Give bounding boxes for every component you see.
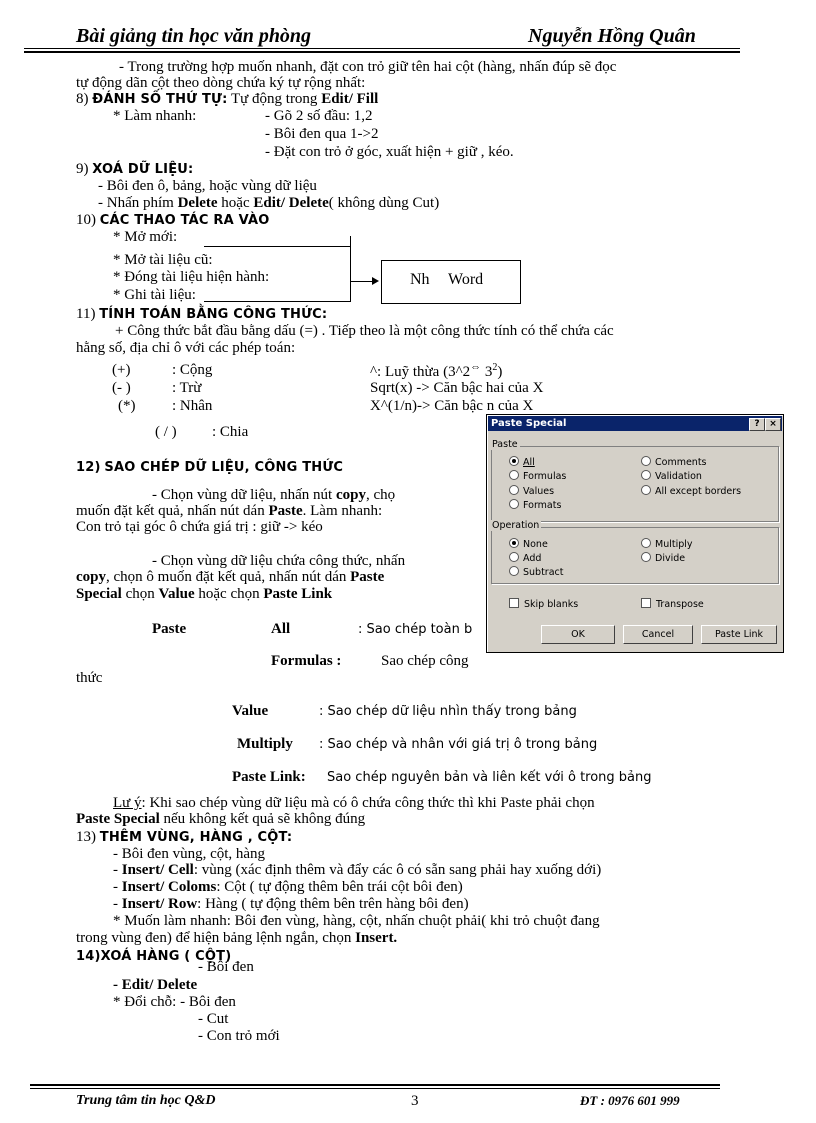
s10-item-2: * Mở tài liệu cũ: — [113, 252, 213, 268]
op-div-symbol: ( / ) — [155, 424, 177, 440]
section-8-heading: 8) ĐÁNH SỐ THỨ TỰ: Tự động trong Edit/ Fill — [76, 91, 379, 107]
op-mult-name: : Nhân — [172, 398, 213, 414]
checkbox-icon[interactable] — [509, 598, 519, 608]
radio-icon[interactable] — [509, 499, 519, 509]
radio-add[interactable]: Add — [509, 552, 541, 564]
radio-icon[interactable] — [509, 485, 519, 495]
footer-rule — [30, 1088, 720, 1089]
radio-icon[interactable] — [509, 470, 519, 480]
transpose-checkbox[interactable]: Transpose — [641, 598, 704, 610]
radio-subtract[interactable]: Subtract — [509, 566, 563, 578]
def-value-value: : Sao chép dữ liệu nhìn thấy trong bảng — [319, 704, 577, 719]
intro-line-1: - Trong trường hợp muốn nhanh, đặt con trỏ giữ tên hai cột (hàng, nhấn đúp sẽ đọc — [119, 59, 617, 75]
arrow-head-icon — [372, 277, 379, 285]
paste-special-dialog — [486, 414, 784, 653]
header-rule — [24, 48, 740, 49]
section-11-heading: 11) TÍNH TOÁN BẰNG CÔNG THỨC: — [76, 306, 328, 322]
s14-line-4: - Con trỏ mới — [198, 1028, 280, 1044]
section-10-heading: 10) CÁC THAO TÁC RA VÀO — [76, 212, 270, 228]
radio-formulas[interactable]: Formulas — [509, 470, 566, 482]
def-all-key: All — [271, 621, 291, 637]
dialog-title: Paste Special — [491, 418, 567, 429]
s12-p1-line-1: - Chọn vùng dữ liệu, nhấn nút copy, chọ — [152, 487, 396, 503]
s14-overlap-line: - Bôi đen — [198, 959, 254, 975]
section-12-heading: 12) SAO CHÉP DỮ LIỆU, CÔNG THỨC — [76, 460, 344, 475]
s11-line-2: hằng số, địa chỉ ô với các phép toán: — [76, 340, 296, 356]
operation-group-label: Operation — [492, 520, 540, 531]
radio-all-except-borders[interactable]: All except borders — [641, 485, 741, 497]
s12-p1-line-3: Con trỏ tại góc ô chứa giá trị : giữ -> kéo — [76, 519, 323, 535]
paste-group-label: Paste — [492, 439, 518, 450]
radio-formats[interactable]: Formats — [509, 499, 561, 511]
footer-right: ĐT : 0976 601 999 — [580, 1093, 680, 1108]
checkbox-icon[interactable] — [641, 598, 651, 608]
header-left: Bài giảng tin học văn phòng — [76, 25, 312, 47]
radio-divide[interactable]: Divide — [641, 552, 685, 564]
paste-link-button[interactable]: Paste Link — [701, 625, 777, 644]
help-icon[interactable]: ? — [749, 418, 765, 431]
def-multiply-value: : Sao chép và nhân với giá trị ô trong bảng — [319, 737, 598, 752]
radio-icon[interactable] — [641, 456, 651, 466]
s13-line-6: trong vùng đen) để hiện bảng lệnh ngắn, chọn Insert. — [76, 930, 398, 946]
s10-item-4: * Ghi tài liệu: — [113, 287, 196, 303]
s10-item-1: * Mở mới: — [113, 229, 178, 245]
note-line-1: Lư ý: Khi sao chép vùng dữ liệu mà có ô chứa công thức thì khi Paste phải chọn — [113, 795, 595, 811]
s13-line-4: - Insert/ Row: Hàng ( tự động thêm bên trên hàng bôi đen) — [113, 896, 469, 912]
def-all-value: : Sao chép toàn b — [358, 622, 473, 637]
s14-line-1: - Edit/ Delete — [113, 977, 198, 993]
radio-icon[interactable] — [641, 485, 651, 495]
def-multiply-key: Multiply — [237, 736, 293, 752]
s13-line-2: - Insert/ Cell: vùng (xác định thêm và đẩy các ô có sẵn sang phải hay xuống dới) — [113, 862, 602, 878]
page-number: 3 — [411, 1093, 419, 1109]
radio-icon[interactable] — [509, 566, 519, 576]
fn-power: ^: Luỹ thừa (3^2⇔ $3^2$) — [370, 361, 503, 380]
note-line-2: Paste Special nếu không kết quả sẽ không đúng — [76, 811, 366, 827]
footer-rule-thick — [30, 1084, 720, 1086]
s10-item-3: * Đóng tài liệu hiện hành: — [113, 269, 270, 285]
op-mult-symbol: (*) — [118, 398, 136, 414]
s13-line-1: - Bôi đen vùng, cột, hàng — [113, 846, 266, 862]
skip-blanks-checkbox[interactable]: Skip blanks — [509, 598, 578, 610]
s11-line-1: + Công thức bắt đầu bằng dấu (=) . Tiếp theo là một công thức tính có thể chứa các — [115, 323, 614, 339]
section-9-heading: 9) XOÁ DỮ LIỆU: — [76, 161, 194, 177]
section-14-heading: 14)XOÁ HÀNG ( CỘT) — [76, 949, 232, 964]
radio-icon[interactable] — [641, 552, 651, 562]
s14-line-2: * Đổi chỗ: - Bôi đen — [113, 994, 236, 1010]
def-paste-key: Paste — [152, 621, 187, 637]
cancel-button[interactable]: Cancel — [623, 625, 693, 644]
op-minus-name: : Trừ — [172, 380, 202, 396]
op-plus-symbol: (+) — [112, 362, 131, 378]
s12-p2-line-3: Special chọn Value hoặc chọn Paste Link — [76, 586, 333, 602]
op-div-name: : Chia — [212, 424, 249, 440]
section-13-heading: 13) THÊM VÙNG, HÀNG , CỘT: — [76, 829, 293, 845]
s13-line-3: - Insert/ Coloms: Cột ( tự động thêm bên trái cột bôi đen) — [113, 879, 463, 895]
radio-all[interactable]: All — [509, 456, 535, 468]
s13-line-5: * Muốn làm nhanh: Bôi đen vùng, hàng, cột, nhấn chuột phải( khi trỏ chuột đang — [113, 913, 600, 929]
s12-p1-line-2: muốn đặt kết quả, nhấn nút dán Paste. Làm nhanh: — [76, 503, 383, 519]
radio-multiply[interactable]: Multiply — [641, 538, 693, 550]
radio-none[interactable]: None — [509, 538, 548, 550]
radio-selected-icon[interactable] — [509, 456, 519, 466]
s12-p2-line-2: copy, chọn ô muốn đặt kết quả, nhấn nút dán Paste — [76, 569, 385, 585]
close-icon[interactable]: × — [765, 418, 781, 431]
def-value-key: Value — [232, 703, 269, 719]
radio-icon[interactable] — [641, 538, 651, 548]
def-formulas-value: Sao chép công — [381, 653, 469, 669]
s9-line-2: - Nhấn phím Delete hoặc Edit/ Delete( không dùng Cut) — [98, 195, 440, 211]
connector-line — [204, 246, 350, 247]
s14-line-3: - Cut — [198, 1011, 229, 1027]
connector-line — [204, 301, 350, 302]
step-3: - Đặt con trỏ ở góc, xuất hiện + giữ , kéo. — [265, 144, 514, 160]
radio-icon[interactable] — [641, 470, 651, 480]
def-formulas-continued: thức — [76, 670, 103, 686]
header-right: Nguyễn Hồng Quân — [528, 25, 696, 47]
s9-line-1: - Bôi đen ô, bảng, hoặc vùng dữ liệu — [98, 178, 317, 194]
quick-label: * Làm nhanh: — [113, 108, 197, 124]
radio-comments[interactable]: Comments — [641, 456, 707, 468]
s12-p2-line-1: - Chọn vùng dữ liệu chứa công thức, nhấn — [152, 553, 406, 569]
ok-button[interactable]: OK — [541, 625, 615, 644]
connector-line — [350, 236, 351, 302]
radio-validation[interactable]: Validation — [641, 470, 702, 482]
dialog-title-bar — [488, 416, 782, 431]
word-box: Nh Word — [381, 260, 521, 304]
step-2: - Bôi đen qua 1->2 — [265, 126, 379, 142]
radio-icon[interactable] — [509, 552, 519, 562]
def-formulas-key: Formulas : — [271, 653, 342, 669]
step-1: - Gõ 2 số đầu: 1,2 — [265, 108, 373, 124]
intro-line-2: tự động dãn cột theo dòng chứa ký tự rộng nhất: — [76, 75, 366, 91]
def-pastelink-value: Sao chép nguyên bản và liên kết với ô trong bảng — [327, 770, 652, 785]
fn-nroot: X^(1/n)-> Căn bậc n của X — [370, 398, 534, 414]
radio-values[interactable]: Values — [509, 485, 554, 497]
def-pastelink-key: Paste Link: — [232, 769, 306, 785]
op-plus-name: : Cộng — [172, 362, 213, 378]
header-rule-thick — [24, 51, 740, 53]
footer-left: Trung tâm tin học Q&D — [76, 1093, 216, 1108]
op-minus-symbol: (- ) — [112, 380, 131, 396]
fn-sqrt: Sqrt(x) -> Căn bậc hai của X — [370, 380, 544, 396]
radio-selected-icon[interactable] — [509, 538, 519, 548]
